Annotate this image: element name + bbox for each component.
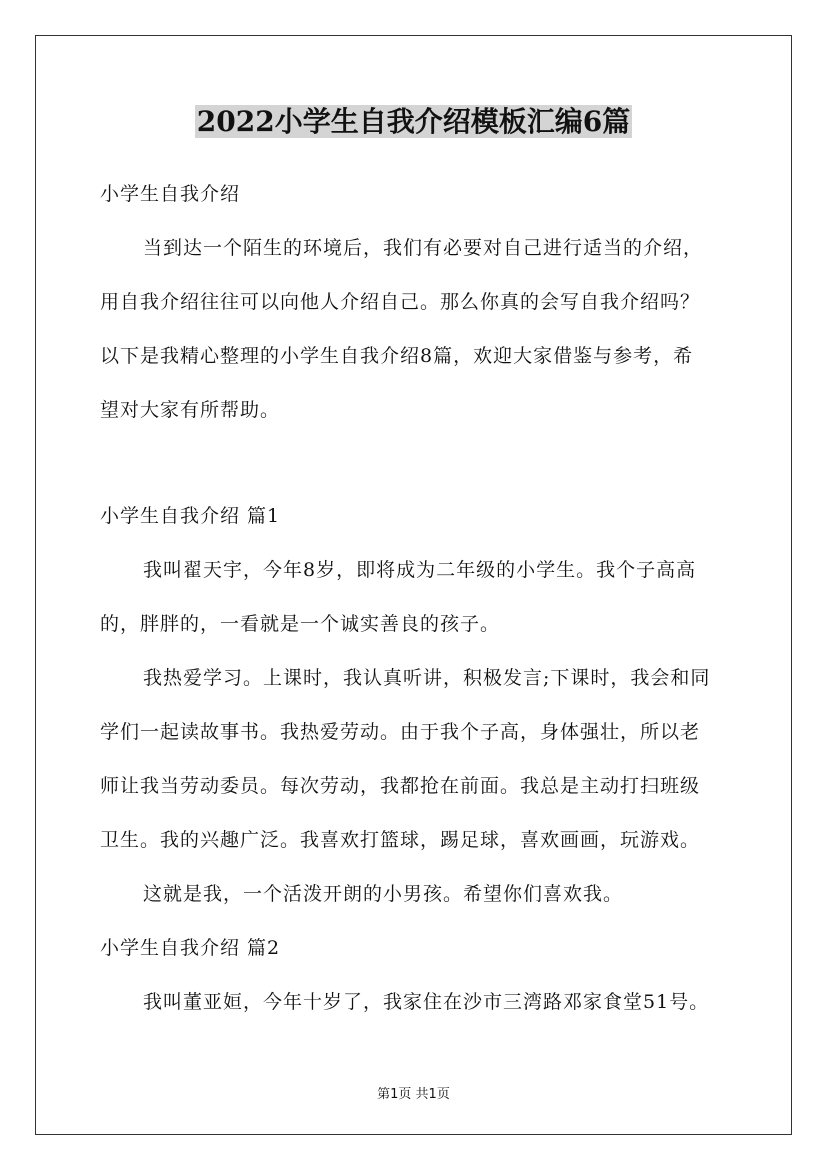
section1-paragraph-line: 我热爱学习。上课时，我认真听讲，积极发言;下课时，我会和同: [143, 667, 711, 689]
spacer: [100, 445, 730, 497]
document-title-text: 2022小学生自我介绍模板汇编6篇: [196, 105, 631, 138]
section2-paragraph-line: 我叫董亚姮，今年十岁了，我家住在沙市三湾路邓家食堂51号。: [143, 991, 710, 1013]
section2-heading: 小学生自我介绍 篇2: [100, 937, 281, 959]
section1-paragraph-line: 学们一起读故事书。我热爱劳动。由于我个子高，身体强壮，所以老: [100, 721, 701, 743]
intro-line: 当到达一个陌生的环境后，我们有必要对自己进行适当的介绍，: [143, 237, 704, 259]
intro-line: 用自我介绍往往可以向他人介绍自己。那么你真的会写自我介绍吗？: [100, 291, 701, 313]
intro-line: 望对大家有所帮助。: [100, 399, 281, 421]
document-body: [100, 175, 730, 1037]
section1-paragraph-line: 的，胖胖的，一看就是一个诚实善良的孩子。: [100, 613, 501, 635]
section1-paragraph-line: 师让我当劳动委员。每次劳动，我都抢在前面。我总是主动打扫班级: [100, 775, 701, 797]
section1-heading: 小学生自我介绍 篇1: [100, 505, 281, 527]
section1-paragraph-line: 卫生。我的兴趣广泛。我喜欢打篮球，踢足球，喜欢画画，玩游戏。: [100, 829, 701, 851]
section1-paragraph-line: 我叫翟天宇，今年8岁，即将成为二年级的小学生。我个子高高: [143, 559, 697, 581]
section1-paragraph-line: 这就是我，一个活泼开朗的小男孩。希望你们喜欢我。: [143, 883, 624, 905]
document-title: [0, 100, 827, 144]
page-footer: 第1页 共1页: [377, 1087, 450, 1102]
intro-heading: 小学生自我介绍: [100, 183, 241, 205]
intro-line: 以下是我精心整理的小学生自我介绍8篇，欢迎大家借鉴与参考，希: [100, 345, 694, 367]
